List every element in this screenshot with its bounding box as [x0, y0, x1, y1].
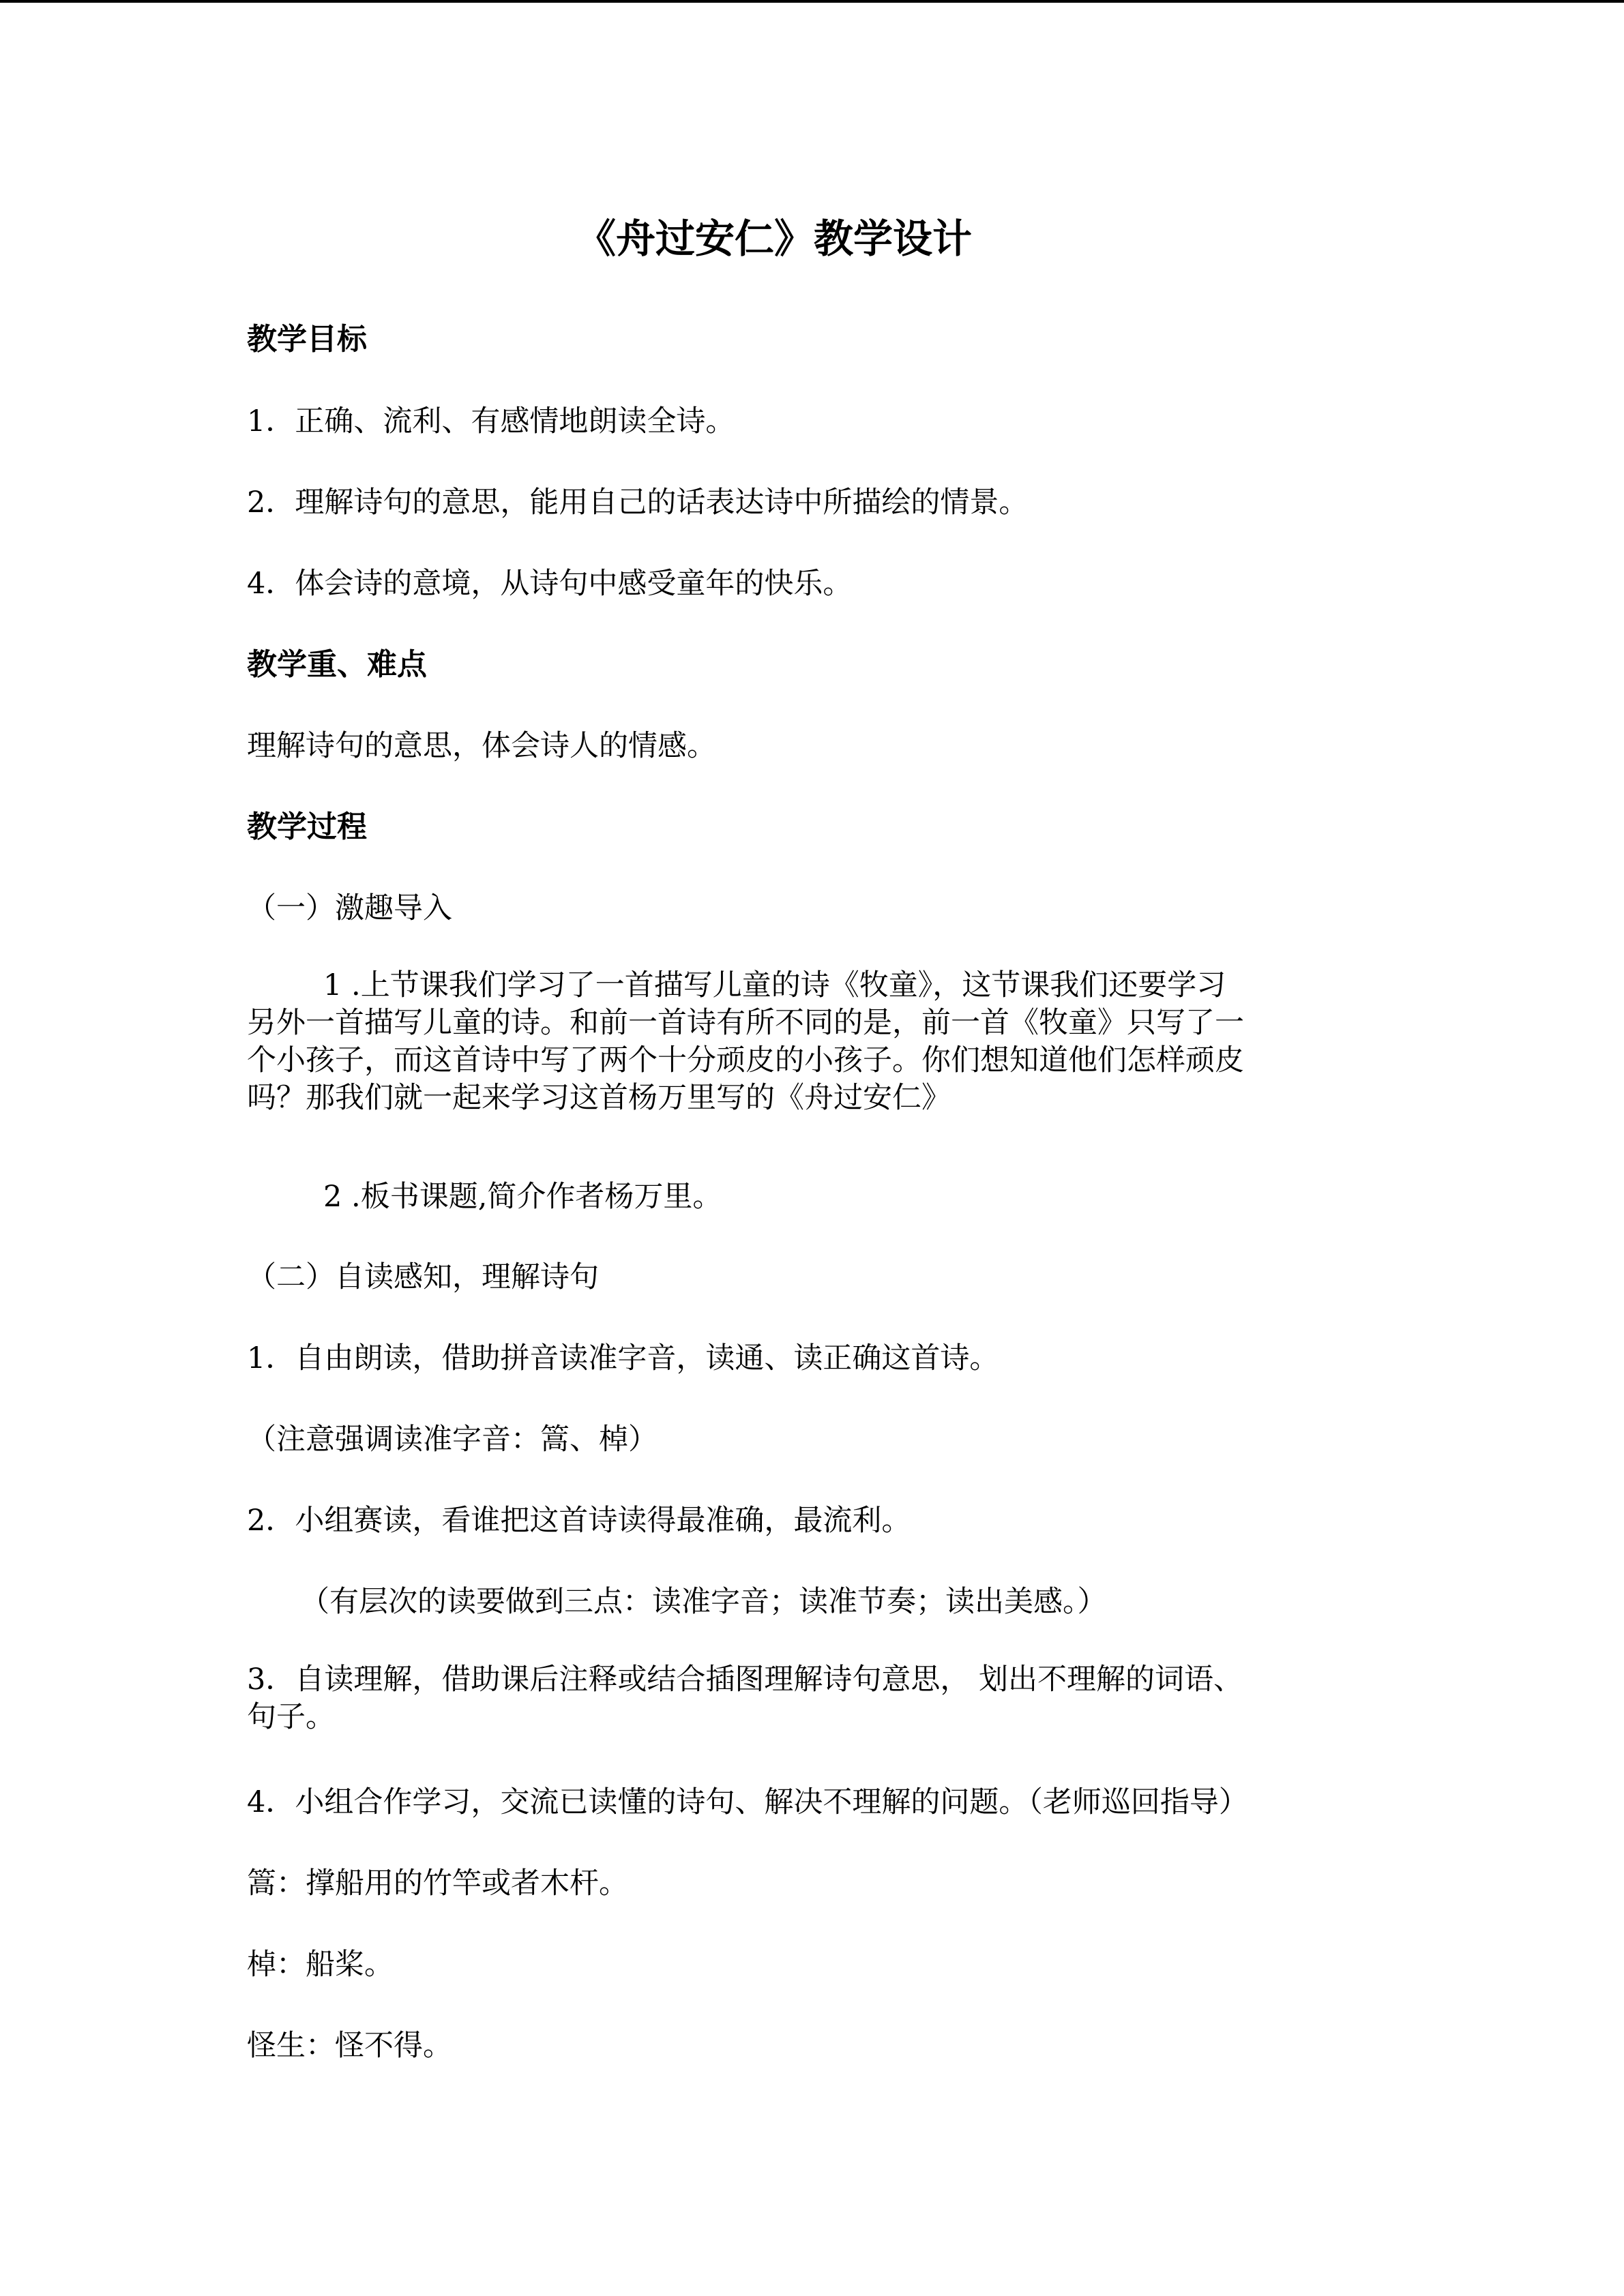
- paragraph-line: 吗？那我们就一起来学习这首杨万里写的《舟过安仁》: [247, 1081, 951, 1115]
- section-1-heading: （一）激趣导入: [247, 891, 452, 925]
- section-2-note-2: （有层次的读要做到三点：读准字音；读准节奏；读出美感。）: [300, 1585, 1107, 1619]
- paragraph-line: 另外一首描写儿童的诗。和前一首诗有所不同的是，前一首《牧童》只写了一: [247, 1006, 1244, 1040]
- key-points-text: 理解诗句的意思，体会诗人的情感。: [247, 729, 716, 763]
- objective-item-2: 2．理解诗句的意思，能用自己的话表达诗中所描绘的情景。: [247, 486, 1029, 520]
- document-title: 《舟过安仁》教学设计: [576, 215, 972, 262]
- paragraph-line: 句子。: [247, 1700, 335, 1734]
- gloss-item-guaisheng: 怪生：怪不得。: [247, 2029, 452, 2063]
- paragraph-line: 个小孩子，而这首诗中写了两个十分顽皮的小孩子。你们想知道他们怎样顽皮: [247, 1043, 1244, 1077]
- objectives-heading: 教学目标: [247, 322, 367, 357]
- objective-item-3: 4．体会诗的意境，从诗句中感受童年的快乐。: [247, 567, 853, 601]
- section-2-item-3-paragraph: [247, 1661, 1372, 1736]
- paragraph-line: 3．自读理解，借助课后注释或结合插图理解诗句意思， 划出不理解的词语、: [247, 1663, 1243, 1697]
- section-2-item-2: 2．小组赛读，看谁把这首诗读得最准确，最流利。: [247, 1504, 911, 1538]
- section-2-item-4: 4．小组合作学习，交流已读懂的诗句、解决不理解的问题。（老师巡回指导）: [247, 1785, 1248, 1819]
- section-2-note-1: （注意强调读准字音：篙、棹）: [247, 1422, 658, 1457]
- process-heading: 教学过程: [247, 809, 367, 844]
- section-1-item-2: 2 .板书课题,简介作者杨万里。: [323, 1180, 722, 1214]
- paragraph-line: 1 .上节课我们学习了一首描写儿童的诗《牧童》，这节课我们还要学习: [323, 968, 1226, 1002]
- gloss-item-gao: 篙：撑船用的竹竿或者木杆。: [247, 1866, 628, 1900]
- key-points-heading: 教学重、难点: [247, 647, 427, 682]
- gloss-item-zhao: 棹：船桨。: [247, 1948, 394, 1982]
- objective-item-1: 1．正确、流利、有感情地朗读全诗。: [247, 404, 735, 438]
- section-2-heading: （二）自读感知，理解诗句: [247, 1260, 599, 1294]
- section-2-item-1: 1．自由朗读，借助拼音读准字音，读通、读正确这首诗。: [247, 1341, 999, 1375]
- section-1-item-1-paragraph: [247, 967, 1372, 1117]
